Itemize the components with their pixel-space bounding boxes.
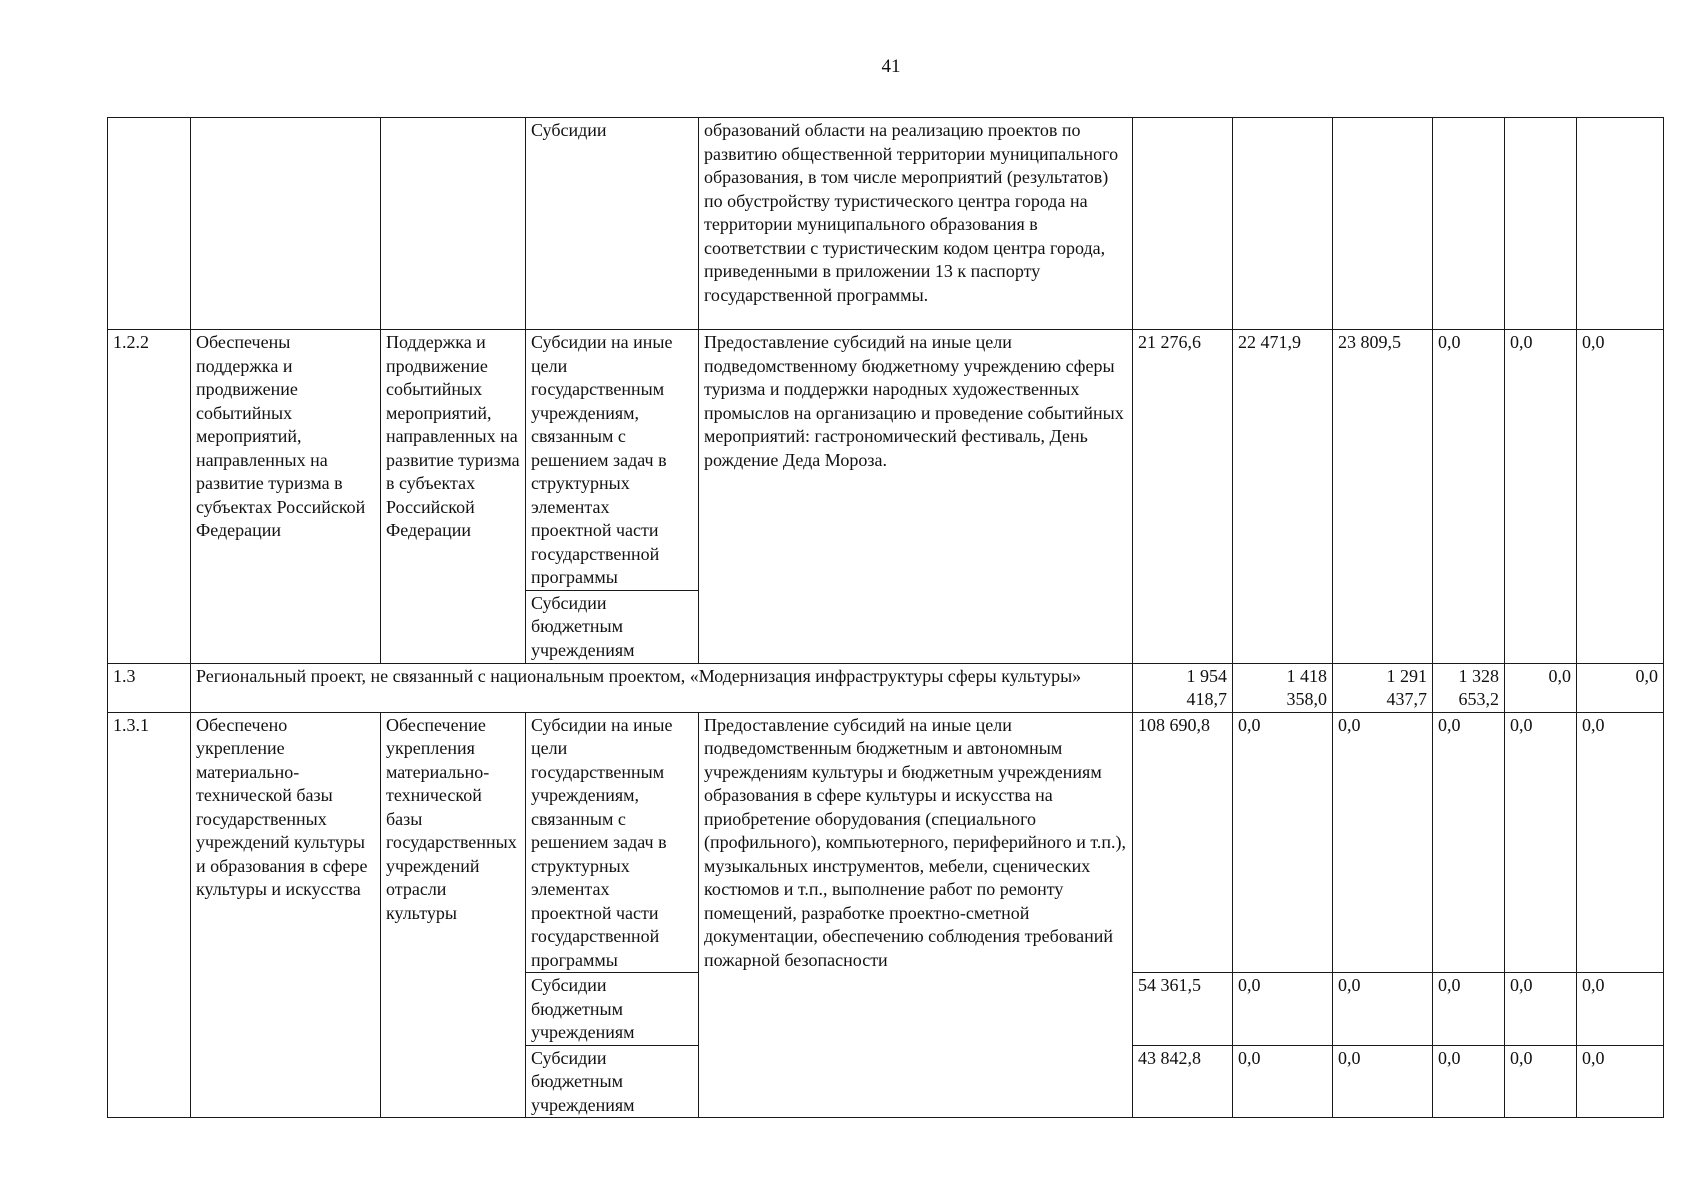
cell-value: 0,0 bbox=[1333, 973, 1433, 1046]
cell-result bbox=[191, 118, 381, 330]
cell-description: образований области на реализацию проектов по развитию общественной территории муниципального образования, в том числе мероприятий (результатов) по обустройству туристического центра города на территории муниципального образования в соответствии с туристическим кодом центра города, приведенными в приложении 13 к паспорту государственной программы. bbox=[699, 118, 1133, 330]
cell-value: 0,0 bbox=[1505, 330, 1577, 664]
cell-result: Обеспечены поддержка и продвижение событийных мероприятий, направленных на развитие туризма в субъектах Российской Федерации bbox=[191, 330, 381, 664]
cell-value: 0,0 bbox=[1333, 712, 1433, 973]
value-line: 418,7 bbox=[1186, 689, 1227, 709]
cell-result: Обеспечено укрепление материально-технической базы государственных учреждений культуры и образования в сфере культуры и искусства bbox=[191, 712, 381, 1118]
cell-value: 0,0 bbox=[1577, 330, 1664, 664]
cell-value bbox=[1433, 663, 1505, 712]
cell-value: 0,0 bbox=[1233, 1045, 1333, 1118]
cell-measure: Обеспечение укрепления материально-технической базы государственных учреждений отрасли культуры bbox=[381, 712, 526, 1118]
cell-value bbox=[1133, 663, 1233, 712]
cell-value bbox=[1233, 663, 1333, 712]
cell-value bbox=[1433, 118, 1505, 330]
cell-value bbox=[1577, 118, 1664, 330]
cell-project-title: Региональный проект, не связанный с национальным проектом, «Модернизация инфраструктуры сферы культуры» bbox=[191, 663, 1133, 712]
cell-source: Субсидии на иные цели государственным учреждениям, связанным с решением задач в структурных элементах проектной части государственной программы bbox=[526, 330, 699, 591]
cell-value: 0,0 bbox=[1333, 1045, 1433, 1118]
cell-value bbox=[1333, 663, 1433, 712]
value-line: 1 954 bbox=[1186, 665, 1227, 686]
cell-value: 0,0 bbox=[1577, 1045, 1664, 1118]
cell-value: 0,0 bbox=[1233, 973, 1333, 1046]
cell-value: 0,0 bbox=[1505, 712, 1577, 973]
cell-source: Субсидии бюджетным учреждениям bbox=[526, 973, 699, 1046]
cell-value bbox=[1505, 118, 1577, 330]
cell-code: 1.3.1 bbox=[108, 712, 191, 1118]
cell-value: 0,0 bbox=[1577, 712, 1664, 973]
cell-description: Предоставление субсидий на иные цели подведомственному бюджетному учреждению сферы туризма и поддержки народных художественных промыслов на организацию и проведение событийных мероприятий: гастрономический фестиваль, День рождение Деда Мороза. bbox=[699, 330, 1133, 664]
cell-value: 22 471,9 bbox=[1233, 330, 1333, 664]
value-line: 437,7 bbox=[1386, 689, 1427, 709]
cell-measure: Поддержка и продвижение событийных мероприятий, направленных на развитие туризма в субъектах Российской Федерации bbox=[381, 330, 526, 664]
table-row-1-3-1 bbox=[108, 712, 1664, 973]
cell-value: 108 690,8 bbox=[1133, 712, 1233, 973]
table-row-continuation bbox=[108, 118, 1664, 330]
value-line: 358,0 bbox=[1286, 689, 1327, 709]
cell-source: Субсидии бюджетным учреждениям bbox=[526, 1045, 699, 1118]
cell-description: Предоставление субсидий на иные цели подведомственным бюджетным и автономным учреждениям культуры и бюджетным учреждениям образования в сфере культуры и искусства на приобретение оборудования (специального (профильного), компьютерного, периферийного и т.п.), музыкальных инструментов, мебели, сценических костюмов и т.п., выполнение работ по ремонту помещений, разработке проектно-сметной документации, обеспечению соблюдения требований пожарной безопасности bbox=[699, 712, 1133, 1118]
cell-value: 0,0 bbox=[1505, 973, 1577, 1046]
cell-value: 0,0 bbox=[1577, 663, 1664, 712]
cell-code bbox=[108, 118, 191, 330]
value-line: 1 418 bbox=[1286, 665, 1327, 686]
value-line: 1 291 bbox=[1386, 665, 1427, 686]
cell-code: 1.2.2 bbox=[108, 330, 191, 664]
cell-value: 23 809,5 bbox=[1333, 330, 1433, 664]
cell-value: 0,0 bbox=[1433, 973, 1505, 1046]
value-line: 1 328 bbox=[1458, 665, 1499, 686]
cell-value: 21 276,6 bbox=[1133, 330, 1233, 664]
table-row-1-3 bbox=[108, 663, 1664, 712]
cell-value bbox=[1233, 118, 1333, 330]
cell-source: Субсидии bbox=[526, 118, 699, 330]
cell-value bbox=[1333, 118, 1433, 330]
table-row-1-2-2 bbox=[108, 330, 1664, 591]
cell-value: 0,0 bbox=[1433, 1045, 1505, 1118]
cell-value: 0,0 bbox=[1577, 973, 1664, 1046]
cell-value: 0,0 bbox=[1433, 712, 1505, 973]
cell-measure bbox=[381, 118, 526, 330]
cell-value: 54 361,5 bbox=[1133, 973, 1233, 1046]
program-table bbox=[107, 117, 1664, 1118]
cell-code: 1.3 bbox=[108, 663, 191, 712]
cell-source: Субсидии на иные цели государственным учреждениям, связанным с решением задач в структурных элементах проектной части государственной программы bbox=[526, 712, 699, 973]
page-number: 41 bbox=[881, 56, 901, 77]
cell-value: 0,0 bbox=[1233, 712, 1333, 973]
cell-value: 43 842,8 bbox=[1133, 1045, 1233, 1118]
cell-value: 0,0 bbox=[1505, 1045, 1577, 1118]
cell-value: 0,0 bbox=[1505, 663, 1577, 712]
value-line: 653,2 bbox=[1458, 689, 1499, 709]
cell-source: Субсидии бюджетным учреждениям bbox=[526, 590, 699, 663]
cell-value: 0,0 bbox=[1433, 330, 1505, 664]
cell-value bbox=[1133, 118, 1233, 330]
